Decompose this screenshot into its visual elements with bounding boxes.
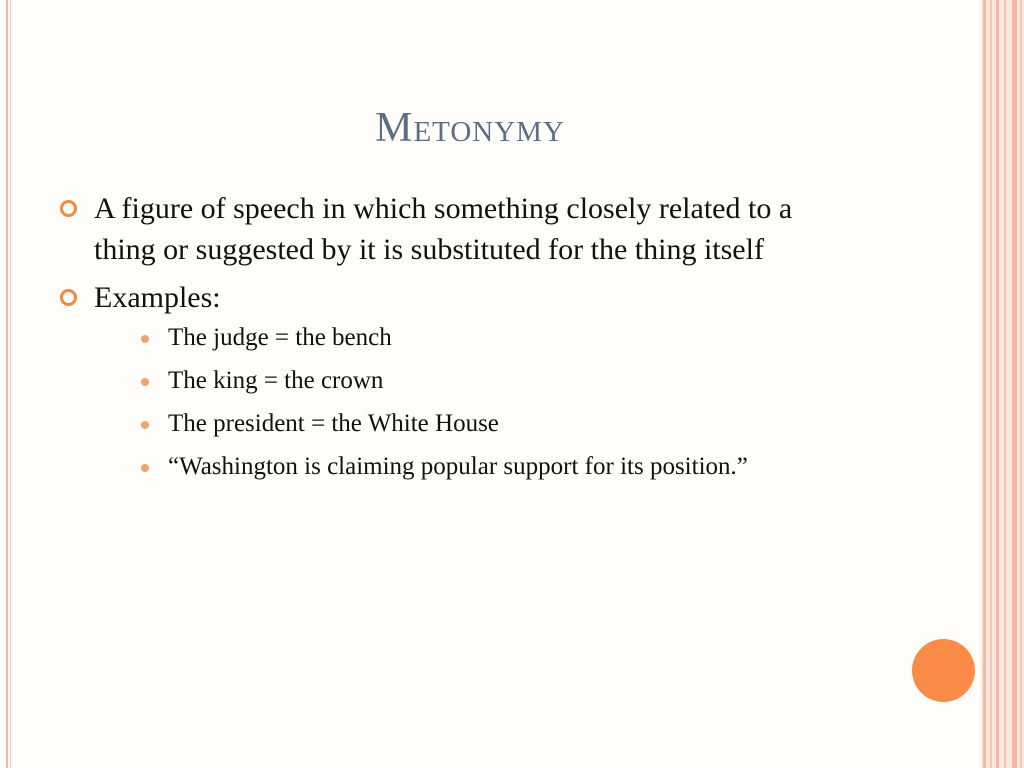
right-border-line	[996, 0, 999, 768]
sub-bullet-item	[94, 406, 860, 442]
right-border-line	[1020, 0, 1022, 768]
dot-bullet-icon	[141, 335, 149, 343]
bullet-item	[60, 277, 860, 485]
bullet-text: Examples:	[94, 281, 221, 314]
dot-bullet-icon	[141, 464, 149, 472]
dot-bullet-icon	[141, 421, 149, 429]
sub-bullet-item	[94, 449, 860, 485]
bullet-text: A figure of speech in which something closely related to a thing or suggested by it is substituted for the thing itself	[94, 192, 793, 266]
bullet-item	[60, 188, 860, 270]
sub-bullet-item	[94, 320, 860, 356]
dot-bullet-icon	[141, 378, 149, 386]
circle-bullet-icon	[60, 289, 77, 306]
sub-bullet-text: “Washington is claiming popular support for its position.”	[168, 453, 748, 480]
decorative-orange-circle	[912, 639, 975, 702]
right-border-band	[981, 0, 1024, 768]
sub-bullet-item	[94, 363, 860, 399]
sub-bullet-text: The king = the crown	[168, 367, 384, 394]
sub-bullet-list	[94, 320, 860, 485]
right-border-line	[1004, 0, 1006, 768]
circle-bullet-icon	[60, 200, 77, 217]
sub-bullet-text: The president = the White House	[168, 410, 499, 437]
right-border-line	[983, 0, 986, 768]
sub-bullet-text: The judge = the bench	[168, 324, 392, 351]
slide-title: Metonymy	[375, 105, 565, 151]
right-border-line	[990, 0, 992, 768]
right-border-line	[1012, 0, 1017, 768]
bullet-list	[60, 188, 860, 492]
